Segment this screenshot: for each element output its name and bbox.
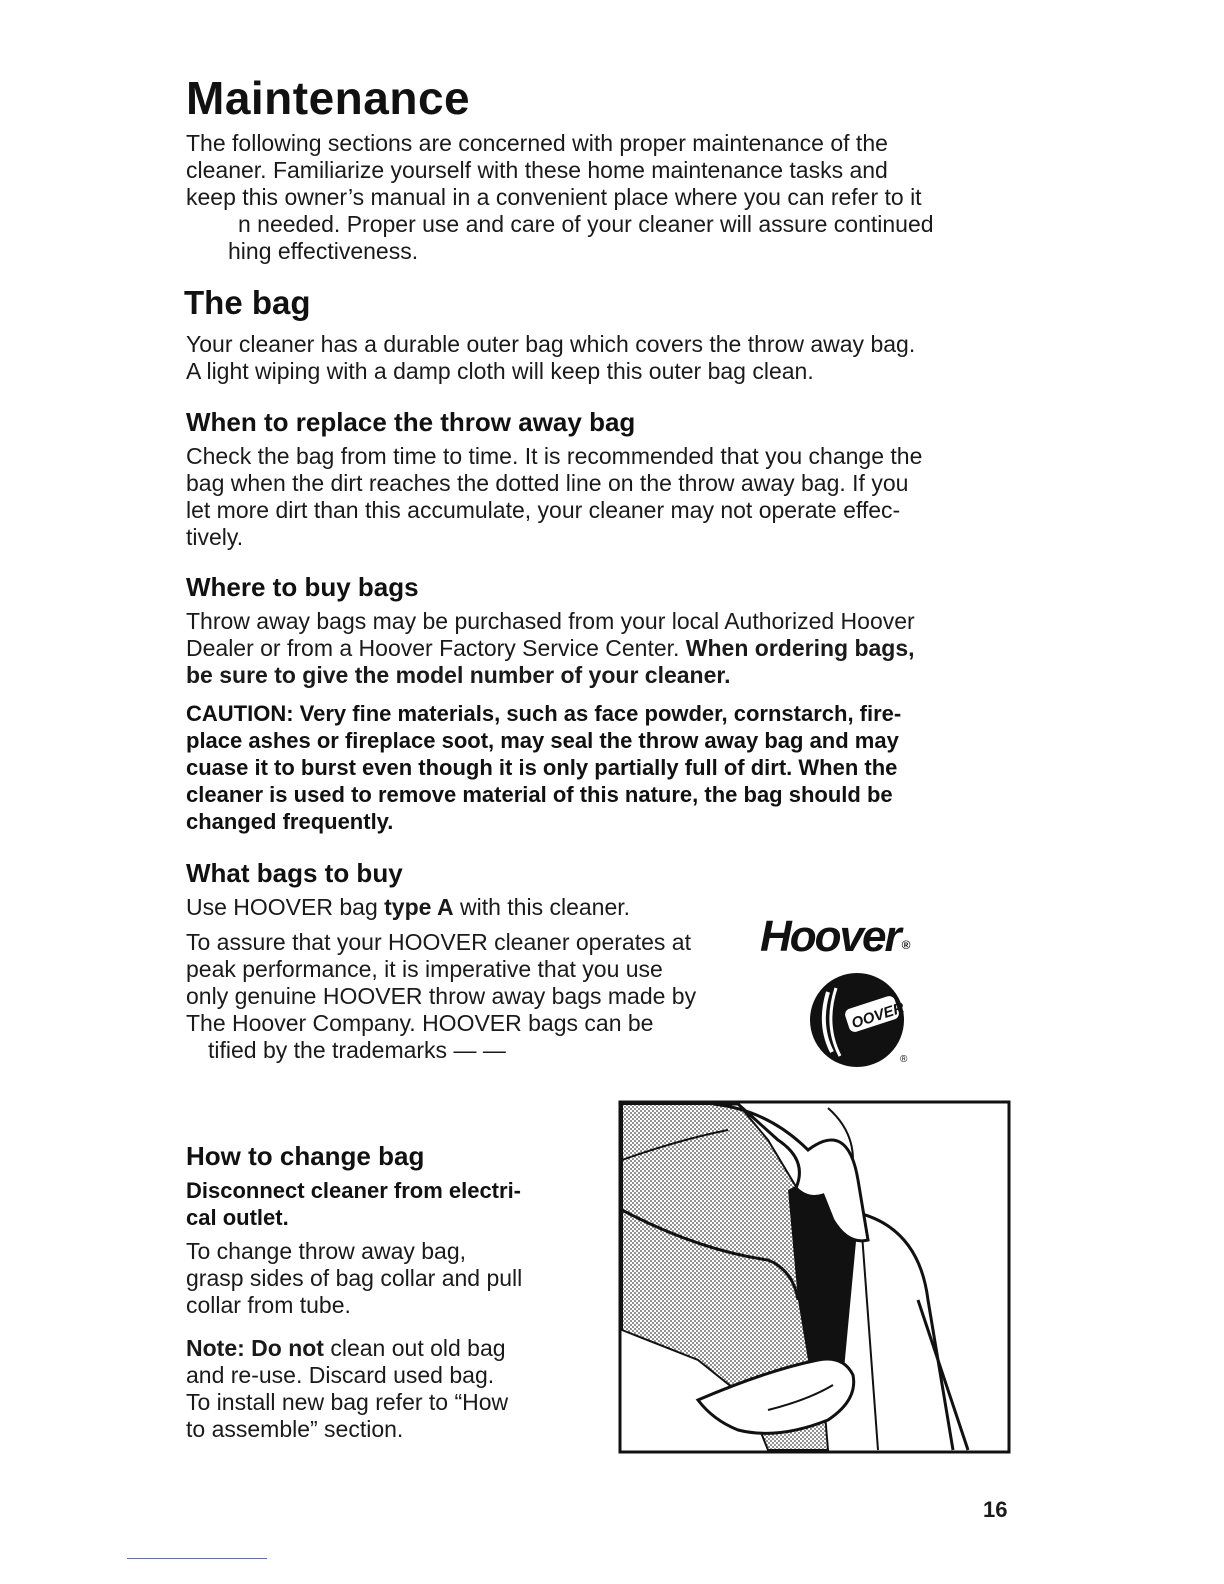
caution-line: cuase it to burst even though it is only partially full of dirt. When the <box>186 755 898 780</box>
caution-paragraph <box>186 700 1026 835</box>
instruction-line: To change throw away bag, <box>186 1238 467 1264</box>
caution-line: CAUTION: Very fine materials, such as face powder, cornstarch, fire- <box>186 701 902 726</box>
what-line: only genuine HOOVER throw away bags made by <box>186 983 697 1009</box>
intro-line: The following sections are concerned with proper maintenance of the <box>186 130 888 156</box>
caution-line: changed frequently. <box>186 809 394 834</box>
what-line: To assure that your HOOVER cleaner operates at <box>186 929 691 955</box>
bag-heading: The bag <box>184 284 311 321</box>
replace-paragraph <box>186 443 1026 551</box>
intro-line: cleaner. Familiarize yourself with these home maintenance tasks and <box>186 157 888 183</box>
note-line: To install new bag refer to “How <box>186 1389 509 1415</box>
hoover-emblem-icon <box>800 970 915 1070</box>
replace-line: let more dirt than this accumulate, your cleaner may not operate effec- <box>186 497 901 523</box>
caution-line: place ashes or fireplace soot, may seal the throw away bag and may <box>186 728 899 753</box>
what-use-line <box>186 894 746 921</box>
what-line: The Hoover Company. HOOVER bags can be <box>186 1010 654 1036</box>
intro-line: keep this owner’s manual in a convenient place where you can refer to it <box>186 184 922 210</box>
emblem-text: OOVER <box>849 999 907 1033</box>
note-line: and re-use. Discard used bag. <box>186 1362 495 1388</box>
replace-heading: When to replace the throw away bag <box>186 407 636 437</box>
warning-line: Disconnect cleaner from electri- <box>186 1178 522 1203</box>
page-number: 16 <box>983 1497 1008 1522</box>
bag-type: type A <box>384 894 454 920</box>
bag-collar-removal-illustration-icon <box>618 1100 1012 1456</box>
what-line: peak performance, it is imperative that you use <box>186 956 663 982</box>
page-title: Maintenance <box>186 72 471 124</box>
where-paragraph <box>186 608 1026 689</box>
where-line-bold: be sure to give the model number of your cleaner. <box>186 662 731 688</box>
replace-line: bag when the dirt reaches the dotted line on the throw away bag. If you <box>186 470 909 496</box>
bag-line: A light wiping with a damp cloth will keep this outer bag clean. <box>186 358 814 384</box>
caution-line: cleaner is used to remove material of this nature, the bag should be <box>186 782 893 807</box>
warning-line: cal outlet. <box>186 1205 289 1230</box>
what-use-prefix: Use HOOVER bag <box>186 894 378 920</box>
where-line-bold: When ordering bags, <box>685 635 915 661</box>
bag-paragraph <box>186 331 1026 385</box>
disconnect-warning <box>186 1177 606 1231</box>
note-text: clean out old bag <box>330 1335 506 1361</box>
scan-edge-line <box>127 1558 267 1559</box>
what-paragraph <box>186 894 746 1064</box>
where-heading: Where to buy bags <box>186 572 419 602</box>
change-instructions <box>186 1238 606 1319</box>
wordmark-text: Hoover <box>760 912 900 961</box>
note-line: to assemble” section. <box>186 1416 404 1442</box>
emblem-registered: ® <box>900 1054 908 1065</box>
replace-line: tively. <box>186 524 244 550</box>
note-label: Note: Do not <box>186 1335 324 1361</box>
where-line-normal: Dealer or from a Hoover Factory Service Center. <box>186 635 680 661</box>
note-line <box>186 1335 606 1362</box>
intro-line: n needed. Proper use and care of your cleaner will assure continued <box>238 211 934 237</box>
change-heading: How to change bag <box>186 1141 425 1171</box>
instruction-line: grasp sides of bag collar and pull <box>186 1265 523 1291</box>
what-heading: What bags to buy <box>186 858 403 888</box>
what-line: tified by the trademarks — — <box>208 1037 506 1063</box>
where-line <box>186 635 1026 662</box>
intro-paragraph <box>186 130 1026 265</box>
hoover-wordmark-logo <box>760 912 910 962</box>
bag-line: Your cleaner has a durable outer bag which covers the throw away bag. <box>186 331 916 357</box>
what-use-suffix: with this cleaner. <box>459 894 631 920</box>
where-line: Throw away bags may be purchased from your local Authorized Hoover <box>186 608 915 634</box>
intro-line: hing effectiveness. <box>228 238 419 264</box>
registered-mark: ® <box>901 938 911 952</box>
note-paragraph <box>186 1335 606 1443</box>
instruction-line: collar from tube. <box>186 1292 351 1318</box>
replace-line: Check the bag from time to time. It is recommended that you change the <box>186 443 923 469</box>
